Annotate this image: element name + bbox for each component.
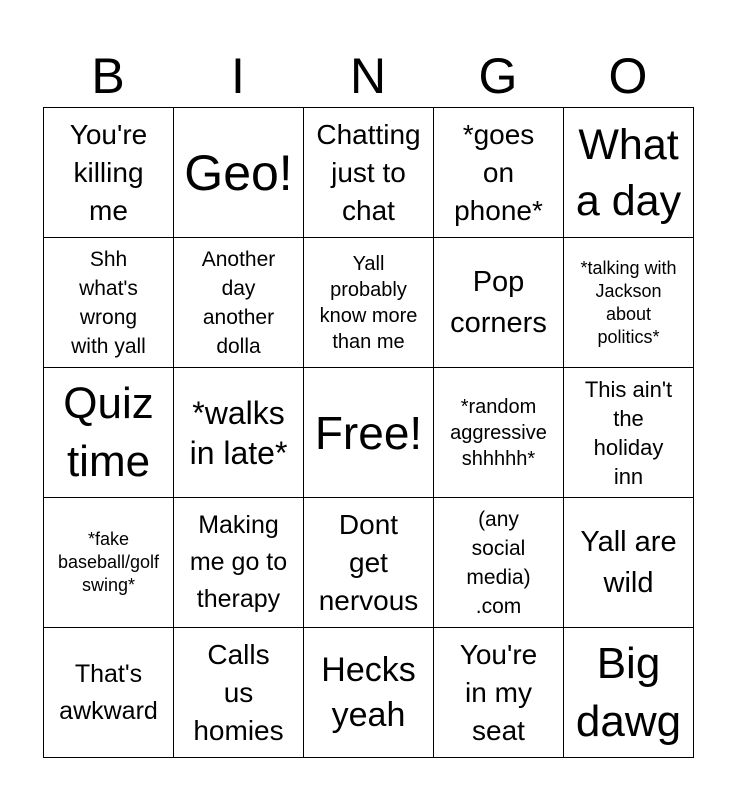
cell-text: *fake baseball/golf swing* [57,529,160,595]
bingo-cell[interactable] [304,498,434,628]
bingo-cell[interactable] [174,238,304,368]
board-row [44,108,694,238]
cell-text: Pop corners [450,265,547,339]
bingo-cell free-space[interactable] [304,368,434,498]
bingo-cell[interactable] [304,238,434,368]
header-letter-n: N [349,48,387,104]
bingo-header [43,44,693,108]
bingo-cell[interactable] [44,108,174,238]
cell-text: Big dawg [575,638,682,746]
cell-text: Dont get nervous [318,508,419,616]
bingo-cell[interactable] [434,238,564,368]
cell-text: You're killing me [69,118,148,226]
bingo-cell[interactable] [44,368,174,498]
bingo-cell[interactable] [44,238,174,368]
bingo-cell[interactable] [564,238,694,368]
cell-text: Making me go to therapy [189,511,288,613]
cell-text: Geo! [184,144,293,201]
cell-text: *walks in late* [189,394,288,471]
bingo-cell[interactable] [174,368,304,498]
board-row [44,498,694,628]
bingo-cell[interactable] [44,498,174,628]
bingo-cell[interactable] [434,108,564,238]
bingo-board [43,107,694,758]
header-letter-o: O [608,48,648,104]
header-letter-b: B [91,48,125,104]
cell-text: That's awkward [59,659,158,725]
board-row [44,368,694,498]
bingo-cell[interactable] [44,628,174,758]
cell-text: (any social media) .com [466,507,531,618]
bingo-cell[interactable] [564,108,694,238]
cell-text: Calls us homies [193,638,284,746]
bingo-cell[interactable] [304,108,434,238]
cell-text: What a day [575,120,682,225]
bingo-cell[interactable] [174,108,304,238]
bingo-cell[interactable] [564,628,694,758]
cell-text: Quiz time [63,378,154,486]
cell-text: This ain't the holiday inn [584,376,673,489]
bingo-cell[interactable] [434,368,564,498]
cell-text: Another day another dolla [201,247,276,358]
cell-text: Yall are wild [580,525,677,599]
bingo-cell[interactable] [174,628,304,758]
bingo-cell[interactable] [564,498,694,628]
header-letter-g: G [478,48,518,104]
bingo-cell[interactable] [434,628,564,758]
cell-text: *talking with Jackson about politics* [580,257,677,347]
cell-text: You're in my seat [459,638,538,746]
header-letter-i: I [231,48,245,104]
board-row [44,238,694,368]
cell-text: Free! [314,406,423,459]
cell-text: Hecks yeah [321,650,416,734]
cell-text: *random aggressive shhhhh* [450,395,547,470]
cell-text: Yall probably know more than me [319,252,418,353]
cell-text: Chatting just to chat [316,118,421,226]
bingo-cell[interactable] [434,498,564,628]
cell-text: Shh what's wrong with yall [71,247,146,358]
bingo-cell[interactable] [174,498,304,628]
board-row [44,628,694,758]
bingo-cell[interactable] [304,628,434,758]
cell-text: *goes on phone* [454,118,543,226]
bingo-cell[interactable] [564,368,694,498]
